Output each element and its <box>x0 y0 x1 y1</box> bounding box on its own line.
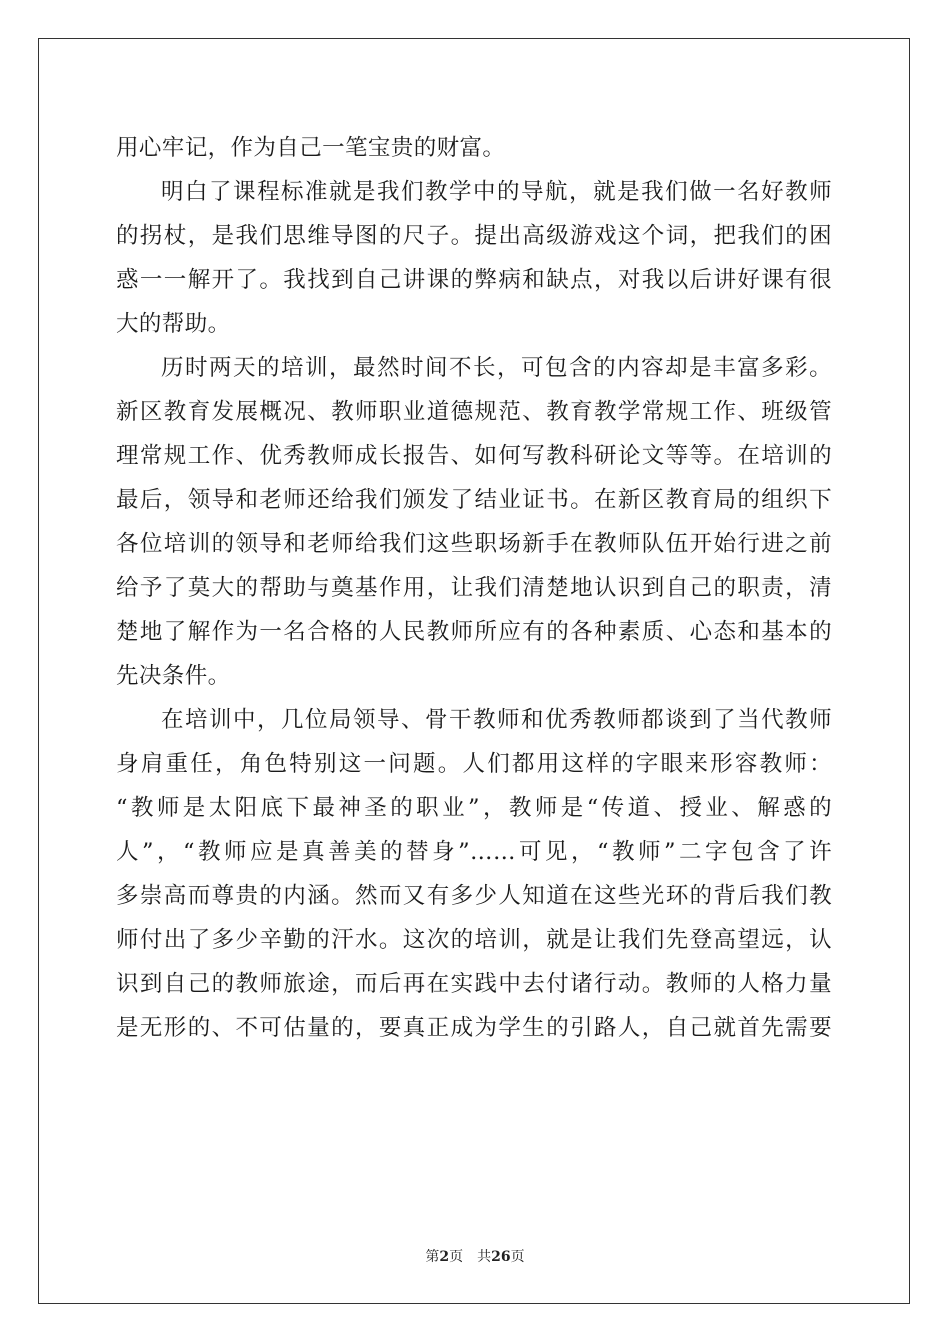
text-line-15: 身肩重任，角色特别这一问题。人们都用这样的字眼来形容教师： <box>116 751 832 777</box>
text-line-9: 最后，领导和老师还给我们颁发了结业证书。在新区教育局的组织下 <box>116 487 832 513</box>
text-line-11: 给予了莫大的帮助与奠基作用，让我们清楚地认识到自己的职责，清 <box>116 575 832 601</box>
text-line-7: 新区教育发展概况、教师职业道德规范、教育教学常规工作、班级管 <box>116 399 832 425</box>
text-line-16: “教师是太阳底下最神圣的职业”，教师是“传道、授业、解惑的 <box>116 795 832 821</box>
text-line-1: 用心牢记，作为自己一笔宝贵的财富。 <box>116 135 506 161</box>
total-suffix: 页 <box>510 1249 525 1265</box>
page-prefix: 第 <box>425 1249 440 1265</box>
document-body <box>116 126 832 1050</box>
text-line-21: 是无形的、不可估量的，要真正成为学生的引路人，自己就首先需要 <box>116 1015 832 1041</box>
text-line-19: 师付出了多少辛勤的汗水。这次的培训，就是让我们先登高望远，认 <box>116 927 832 953</box>
total-pages: 26 <box>491 1249 511 1265</box>
text-line-2: 明白了课程标准就是我们教学中的导航，就是我们做一名好教师 <box>161 179 832 205</box>
text-line-18: 多崇高而尊贵的内涵。然而又有多少人知道在这些光环的背后我们教 <box>116 883 832 909</box>
text-line-6: 历时两天的培训，最然时间不长，可包含的内容却是丰富多彩。 <box>161 355 832 381</box>
text-line-4: 惑一一解开了。我找到自己讲课的弊病和缺点，对我以后讲好课有很 <box>116 267 832 293</box>
page-footer <box>0 1246 950 1266</box>
text-line-13: 先决条件。 <box>116 663 231 689</box>
page-number: 2 <box>439 1249 450 1265</box>
text-line-5: 大的帮助。 <box>116 311 231 337</box>
text-line-12: 楚地了解作为一名合格的人民教师所应有的各种素质、心态和基本的 <box>116 619 832 645</box>
text-line-3: 的拐杖，是我们思维导图的尺子。提出高级游戏这个词，把我们的困 <box>116 223 832 249</box>
text-line-8: 理常规工作、优秀教师成长报告、如何写教科研论文等等。在培训的 <box>116 443 832 469</box>
page-suffix: 页 <box>449 1249 464 1265</box>
total-prefix: 共 <box>477 1249 492 1265</box>
text-line-20: 识到自己的教师旅途，而后再在实践中去付诸行动。教师的人格力量 <box>116 971 832 997</box>
text-line-17: 人”，“教师应是真善美的替身”……可见，“教师”二字包含了许 <box>116 839 832 865</box>
text-line-10: 各位培训的领导和老师给我们这些职场新手在教师队伍开始行进之前 <box>116 531 832 557</box>
text-line-14: 在培训中，几位局领导、骨干教师和优秀教师都谈到了当代教师 <box>161 707 832 733</box>
